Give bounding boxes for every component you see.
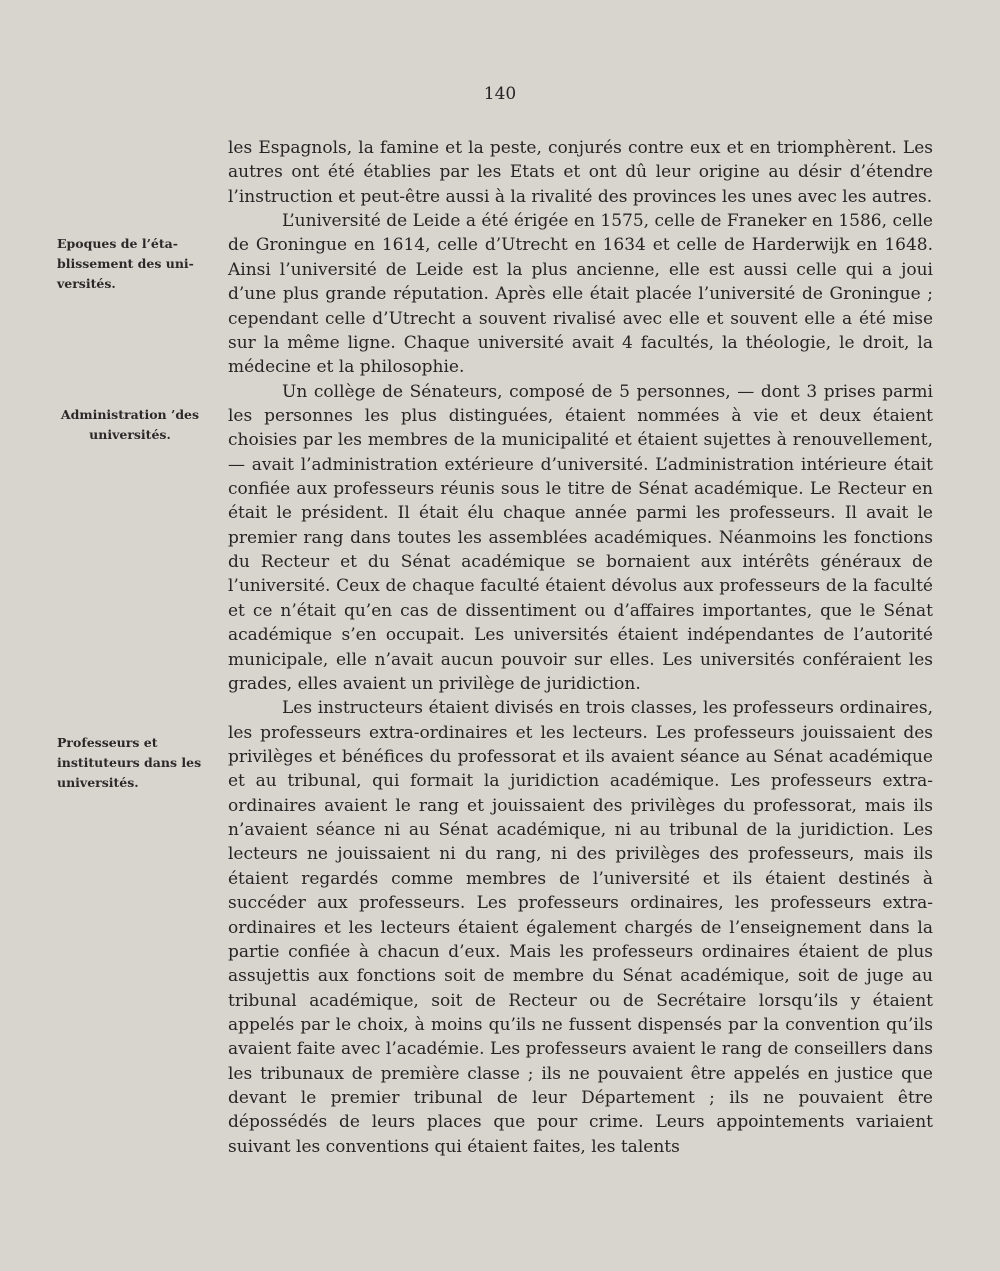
paragraph-1: les Espagnols, la famine et la peste, conjurés contre eux et en triomphèrent. Les autres ont été établies par les Etats et ont dû leur origine au désir d’étendre l’instruction et peut-être aussi à la rivalité des provinces les unes avec les autres. [228,138,933,207]
page-number: 140 [483,84,517,104]
paragraph-3: Un collège de Sénateurs, composé de 5 personnes, — dont 3 prises parmi les personnes les plus distinguées, étaient nommées à vie et deux étaient choisies par les membres de la municipalité et étaient sujettes à renouvellement, — avait l’administration extérieure d’université. L’administration intérieure était confiée aux professeurs réunis sous le titre de Sénat académique. Le Recteur en était le président. Il était élu chaque année parmi les professeurs. Il avait le premier rang dans toutes les assemblées académiques. Néanmoins les fonctions du Recteur et du Sénat académique se bornaient aux intérêts généraux de l’université. Ceux de chaque faculté étaient dévolus aux professeurs de la faculté et ce n’était qu’en cas de dissentiment ou d’affaires importantes, que le Sénat académique s’en occupait. Les universités étaient indépendantes de l’autorité municipale, elle n’avait aucun pouvoir sur elles. Les universités conféraient les grades, elles avaient un privilège de juridiction. [228,381,933,694]
body-text [228,136,933,1159]
margin-note-professeurs: Professeurs et instituteurs dans les universités. [57,735,202,790]
margin-note-epoques: Epoques de l’éta-blissement des uni-versités. [57,236,194,291]
margin-note-administration: Administration ’des universités. [60,407,200,442]
paragraph-4: Les instructeurs étaient divisés en trois classes, les professeurs ordinaires, les professeurs extra-ordinaires et les lecteurs. Les professeurs jouissaient des privilèges et bénéfices du professorat et ils avaient séance au Sénat académique et au tribunal, qui formait la juridiction académique. Les professeurs extra-ordinaires avaient le rang et jouissaient des privilèges du professorat, mais ils n’avaient séance ni au Sénat académique, ni au tribunal de la juridiction. Les lecteurs ne jouissaient ni du rang, ni des privilèges des professeurs, mais ils étaient regardés comme membres de l’université et ils étaient destinés à succéder aux professeurs. Les professeurs ordinaires, les professeurs extra-ordinaires et les lecteurs étaient également chargés de l’enseignement dans la partie confiée à chacun d’eux. Mais les professeurs ordinaires étaient de plus assujettis aux fonctions soit de membre du Sénat académique, soit de juge au tribunal académique, soit de Recteur ou de Secrétaire lorsqu’ils y étaient appelés par le choix, à moins qu’ils ne fussent dispensés par la convention qu’ils avaient faite avec l’académie. Les professeurs avaient le rang de conseillers dans les tribunaux de première classe ; ils ne pouvaient être appelés en justice que devant le premier tribunal de leur Département ; ils ne pouvaient être dépossédés de leurs places que pour crime. Leurs appointements variaient suivant les conventions qui étaient faites, les talents [228,698,933,1157]
paragraph-2: L’université de Leide a été érigée en 1575, celle de Franeker en 1586, celle de Groningue en 1614, celle d’Utrecht en 1634 et celle de Harderwijk en 1648. Ainsi l’université de Leide est la plus ancienne, elle est aussi celle qui a joui d’une plus grande réputation. Après elle était placée l’université de Groningue ; cependant celle d’Utrecht a souvent rivalisé avec elle et souvent elle a été mise sur la même ligne. Chaque université avait 4 facultés, la théologie, le droit, la médecine et la philosophie. [228,211,933,378]
